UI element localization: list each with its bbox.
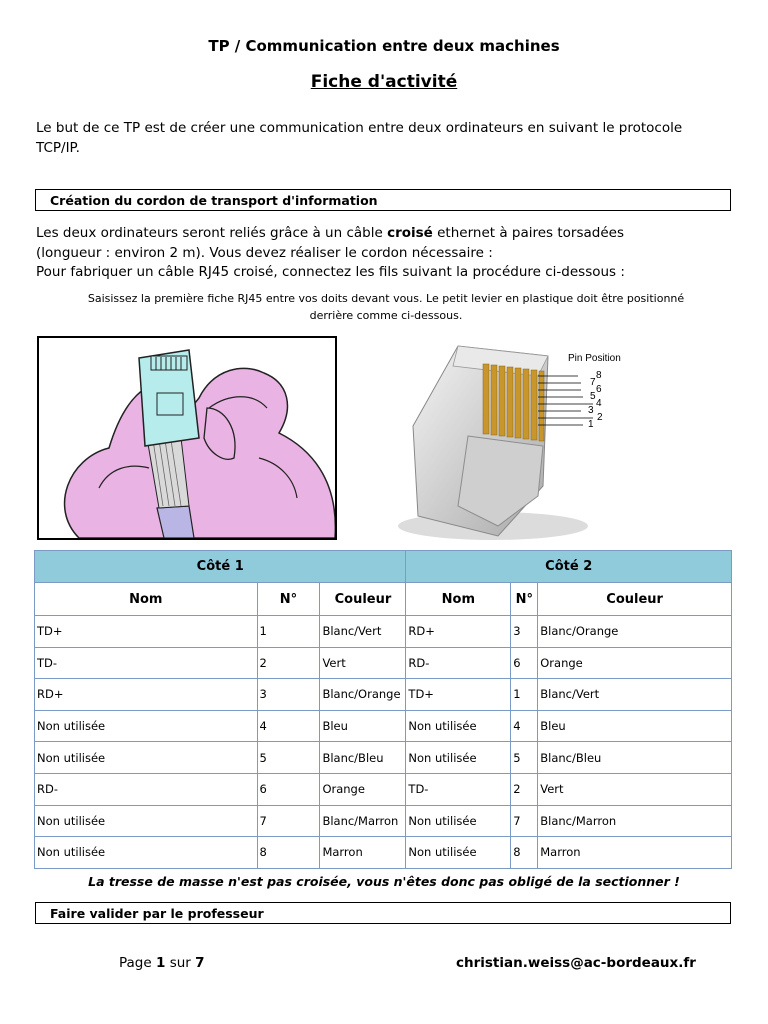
column-header: Couleur <box>320 583 406 616</box>
table-cell: RD- <box>35 773 258 805</box>
table-cell: Non utilisée <box>35 710 258 742</box>
table-cell: TD- <box>406 773 511 805</box>
table-cell: Vert <box>320 647 406 679</box>
rj45-pin-position-figure <box>398 336 634 540</box>
table-cell: 1 <box>257 616 320 648</box>
instructions <box>36 290 736 324</box>
table-row <box>35 742 732 774</box>
pin-label: 1 <box>588 419 594 430</box>
table-cell: Bleu <box>320 710 406 742</box>
table-cell: Blanc/Orange <box>320 679 406 711</box>
table-cell: Vert <box>538 773 732 805</box>
table-cell: 4 <box>257 710 320 742</box>
table-column-header <box>35 583 732 616</box>
table-cell: Orange <box>320 773 406 805</box>
table-cell: Blanc/Orange <box>538 616 732 648</box>
section-heading-validation: Faire valider par le professeur <box>35 902 731 924</box>
column-header: N° <box>511 583 538 616</box>
table-cell: 2 <box>257 647 320 679</box>
table-cell: Blanc/Marron <box>320 805 406 837</box>
table-cell: Non utilisée <box>406 837 511 869</box>
table-row <box>35 710 732 742</box>
table-cell: Marron <box>538 837 732 869</box>
column-header: Nom <box>35 583 258 616</box>
column-header: Couleur <box>538 583 732 616</box>
ground-braid-note: La tresse de masse n'est pas croisée, vous n'êtes donc pas obligé de la sectionner ! <box>88 874 680 889</box>
page-current: 1 <box>155 955 166 971</box>
pin-label: 2 <box>597 412 603 423</box>
table-cell: Blanc/Vert <box>538 679 732 711</box>
table-row <box>35 837 732 869</box>
table-row <box>35 616 732 648</box>
table-cell: Non utilisée <box>35 837 258 869</box>
table-cell: 3 <box>257 679 320 711</box>
table-cell: 7 <box>257 805 320 837</box>
table-cell: Non utilisée <box>406 805 511 837</box>
intro-paragraph <box>36 118 736 158</box>
table-row <box>35 647 732 679</box>
table-cell: 6 <box>257 773 320 805</box>
table-cell: Bleu <box>538 710 732 742</box>
table-cell: Non utilisée <box>35 805 258 837</box>
page-total: 7 <box>195 955 205 971</box>
table-row <box>35 679 732 711</box>
column-header: N° <box>257 583 320 616</box>
table-cell: 8 <box>511 837 538 869</box>
table-cell: Blanc/Vert <box>320 616 406 648</box>
table-cell: 5 <box>511 742 538 774</box>
table-cell: Non utilisée <box>406 742 511 774</box>
table-cell: Orange <box>538 647 732 679</box>
table-cell: 1 <box>511 679 538 711</box>
table-cell: 4 <box>511 710 538 742</box>
table-cell: 5 <box>257 742 320 774</box>
document-subtitle: Fiche d'activité <box>310 72 458 92</box>
paragraph-line-3: Pour fabriquer un câble RJ45 croisé, connectez les fils suivant la procédure ci-dessous : <box>36 264 625 280</box>
side-1-header: Côté 1 <box>35 551 406 583</box>
table-cell: Blanc/Bleu <box>538 742 732 774</box>
side-2-header: Côté 2 <box>406 551 732 583</box>
paragraph-line-2: (longueur : environ 2 m). Vous devez réaliser le cordon nécessaire : <box>36 244 493 261</box>
intro-line-1: Le but de ce TP est de créer une communication entre deux ordinateurs en suivant le protocole <box>36 120 683 136</box>
section-heading-cable: Création du cordon de transport d'information <box>35 189 731 211</box>
pin-label: 8 <box>596 370 602 381</box>
pin-label: 7 <box>590 377 596 388</box>
table-cell: TD- <box>35 647 258 679</box>
author-email: christian.weiss@ac-bordeaux.fr <box>456 955 696 971</box>
table-cell: RD- <box>406 647 511 679</box>
pin-position-label: Pin Position <box>568 353 621 364</box>
column-header: Nom <box>406 583 511 616</box>
table-cell: TD+ <box>35 616 258 648</box>
table-row <box>35 773 732 805</box>
table-side-header <box>35 551 732 583</box>
document-title: TP / Communication entre deux machines <box>208 37 560 55</box>
table-cell: Marron <box>320 837 406 869</box>
crossed-keyword: croisé <box>387 225 433 241</box>
intro-line-2: TCP/IP. <box>36 140 80 156</box>
table-cell: Blanc/Bleu <box>320 742 406 774</box>
table-cell: 7 <box>511 805 538 837</box>
pin-label: 3 <box>588 405 594 416</box>
pin-label: 5 <box>590 391 596 402</box>
table-cell: RD+ <box>406 616 511 648</box>
paragraph-line-1: Les deux ordinateurs seront reliés grâce à un câble croisé ethernet à paires torsadées <box>36 225 625 241</box>
table-cell: 6 <box>511 647 538 679</box>
table-cell: 3 <box>511 616 538 648</box>
table-cell: TD+ <box>406 679 511 711</box>
table-cell: Non utilisée <box>406 710 511 742</box>
hand-holding-plug-illustration <box>37 336 337 540</box>
table-cell: 2 <box>511 773 538 805</box>
pin-label: 6 <box>596 384 602 395</box>
procedure-paragraph <box>36 224 736 283</box>
table-cell: RD+ <box>35 679 258 711</box>
wiring-table <box>34 550 732 869</box>
table-cell: Non utilisée <box>35 742 258 774</box>
pin-label: 4 <box>596 398 602 409</box>
page-indicator: Page 1 sur 7 <box>119 955 205 971</box>
table-cell: Blanc/Marron <box>538 805 732 837</box>
instructions-line-1: Saisissez la première fiche RJ45 entre vos doits devant vous. Le petit levier en plastique doit être positionné <box>87 292 685 305</box>
table-cell: 8 <box>257 837 320 869</box>
table-row <box>35 805 732 837</box>
instructions-line-2: derrière comme ci-dessous. <box>309 309 463 322</box>
